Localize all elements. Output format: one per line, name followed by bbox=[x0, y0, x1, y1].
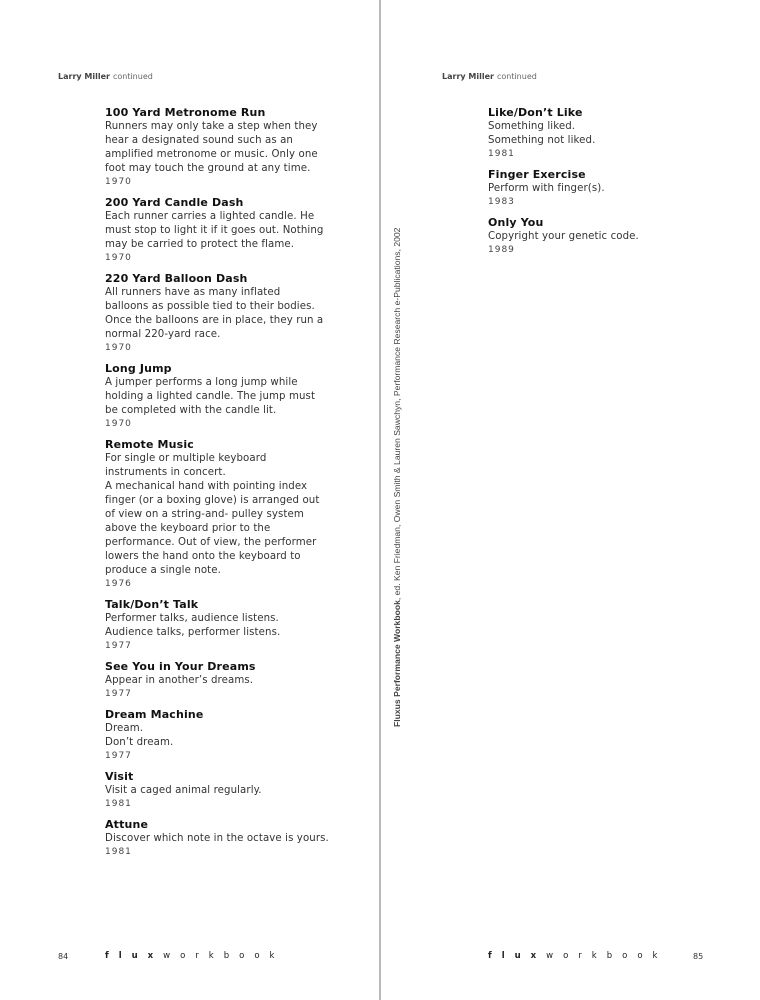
work-entry bbox=[105, 770, 345, 810]
running-head-continued: continued bbox=[112, 72, 153, 81]
entry-year: 1970 bbox=[105, 419, 132, 429]
work-entry bbox=[105, 708, 345, 762]
side-credit-book-title: Fluxus Performance Workbook bbox=[392, 600, 402, 727]
entry-description-line: balloons as possible tied to their bodies. bbox=[105, 301, 315, 312]
running-head-continued: continued bbox=[496, 72, 537, 81]
entry-description bbox=[105, 832, 345, 846]
work-entry bbox=[105, 598, 345, 652]
entry-year: 1989 bbox=[488, 245, 515, 255]
entry-title: See You in Your Dreams bbox=[105, 660, 256, 673]
entry-description-line: amplified metronome or music. Only one bbox=[105, 149, 318, 160]
work-entry bbox=[105, 106, 345, 188]
entry-description bbox=[105, 376, 345, 418]
entry-description-line: may be carried to protect the flame. bbox=[105, 239, 295, 250]
entry-description-line: must stop to light it if it goes out. Nothing bbox=[105, 225, 324, 236]
entry-description-line: normal 220-yard race. bbox=[105, 329, 221, 340]
entry-description-line: lowers the hand onto the keyboard to bbox=[105, 551, 301, 562]
entry-description-line: Audience talks, performer listens. bbox=[105, 627, 281, 638]
entry-description bbox=[105, 210, 345, 252]
work-entry bbox=[105, 272, 345, 354]
right-running-head bbox=[442, 72, 537, 81]
entry-description bbox=[105, 784, 345, 798]
left-page-number: 84 bbox=[58, 952, 69, 961]
entry-description bbox=[488, 182, 728, 196]
footer-logo-workbook: workbook bbox=[163, 951, 285, 961]
entry-year: 1977 bbox=[105, 641, 132, 651]
entry-description-line: Visit a caged animal regularly. bbox=[105, 785, 262, 796]
entry-description-line: Runners may only take a step when they bbox=[105, 121, 318, 132]
running-head-author: Larry Miller bbox=[58, 72, 110, 81]
entry-description-line: performance. Out of view, the performer bbox=[105, 537, 317, 548]
entry-description-line: produce a single note. bbox=[105, 565, 221, 576]
work-entry bbox=[105, 660, 345, 700]
work-entry bbox=[488, 106, 728, 160]
entry-title: Visit bbox=[105, 770, 134, 783]
left-running-head bbox=[58, 72, 153, 81]
entry-description-line: Performer talks, audience listens. bbox=[105, 613, 279, 624]
entry-description-line: foot may touch the ground at any time. bbox=[105, 163, 311, 174]
entry-description-line: of view on a string-and- pulley system bbox=[105, 509, 304, 520]
entry-year: 1983 bbox=[488, 197, 515, 207]
entry-description bbox=[105, 722, 345, 750]
entry-description bbox=[488, 230, 728, 244]
entry-description-line: hear a designated sound such as an bbox=[105, 135, 293, 146]
entry-year: 1981 bbox=[105, 847, 132, 857]
entry-description-line: above the keyboard prior to the bbox=[105, 523, 271, 534]
entry-description-line: A jumper performs a long jump while bbox=[105, 377, 298, 388]
entry-description bbox=[105, 120, 345, 176]
right-page bbox=[381, 0, 760, 1000]
side-credit-details: , ed. Ken Friedman, Owen Smith & Lauren Sawchyn, Performance Research e-Publications, 2002 bbox=[392, 227, 402, 601]
entry-description-line: be completed with the candle lit. bbox=[105, 405, 277, 416]
entry-description-line: Each runner carries a lighted candle. He bbox=[105, 211, 315, 222]
entry-description-line: Once the balloons are in place, they run a bbox=[105, 315, 324, 326]
left-footer-logo bbox=[105, 951, 284, 961]
entry-description bbox=[105, 674, 345, 688]
entry-description bbox=[105, 286, 345, 342]
entry-description-line: A mechanical hand with pointing index bbox=[105, 481, 308, 492]
entry-title: 100 Yard Metronome Run bbox=[105, 106, 266, 119]
entry-year: 1977 bbox=[105, 689, 132, 699]
entry-title: Talk/Don’t Talk bbox=[105, 598, 199, 611]
entry-title: Attune bbox=[105, 818, 149, 831]
footer-logo-flux: flux bbox=[488, 951, 547, 961]
entry-description-line: finger (or a boxing glove) is arranged out bbox=[105, 495, 320, 506]
work-entry bbox=[105, 196, 345, 264]
work-entry bbox=[105, 438, 345, 590]
entry-description bbox=[105, 612, 345, 640]
entry-title: Dream Machine bbox=[105, 708, 204, 721]
entry-description-line: Appear in another’s dreams. bbox=[105, 675, 254, 686]
left-entries-list bbox=[105, 106, 345, 866]
entry-description-line: Copyright your genetic code. bbox=[488, 231, 639, 242]
right-entries-list bbox=[488, 106, 728, 264]
entry-title: Remote Music bbox=[105, 438, 194, 451]
entry-year: 1981 bbox=[105, 799, 132, 809]
entry-description-line: All runners have as many inflated bbox=[105, 287, 281, 298]
entry-description-line: instruments in concert. bbox=[105, 467, 226, 478]
entry-title: Long Jump bbox=[105, 362, 172, 375]
entry-description-line: Something not liked. bbox=[488, 135, 596, 146]
entry-description bbox=[105, 452, 345, 578]
running-head-author: Larry Miller bbox=[442, 72, 494, 81]
work-entry bbox=[105, 362, 345, 430]
entry-year: 1981 bbox=[488, 149, 515, 159]
work-entry bbox=[488, 168, 728, 208]
work-entry bbox=[488, 216, 728, 256]
entry-title: 200 Yard Candle Dash bbox=[105, 196, 244, 209]
entry-description-line: holding a lighted candle. The jump must bbox=[105, 391, 316, 402]
entry-description-line: Don’t dream. bbox=[105, 737, 174, 748]
entry-description bbox=[488, 120, 728, 148]
footer-logo-flux: flux bbox=[105, 951, 164, 961]
entry-description-line: Something liked. bbox=[488, 121, 576, 132]
entry-year: 1976 bbox=[105, 579, 132, 589]
entry-description-line: Discover which note in the octave is yours. bbox=[105, 833, 329, 844]
entry-year: 1970 bbox=[105, 343, 132, 353]
entry-year: 1970 bbox=[105, 177, 132, 187]
work-entry bbox=[105, 818, 345, 858]
entry-title: Finger Exercise bbox=[488, 168, 586, 181]
entry-title: Like/Don’t Like bbox=[488, 106, 583, 119]
entry-description-line: Perform with finger(s). bbox=[488, 183, 605, 194]
entry-year: 1970 bbox=[105, 253, 132, 263]
entry-description-line: For single or multiple keyboard bbox=[105, 453, 267, 464]
entry-title: 220 Yard Balloon Dash bbox=[105, 272, 248, 285]
entry-description-line: Dream. bbox=[105, 723, 144, 734]
entry-year: 1977 bbox=[105, 751, 132, 761]
right-footer-logo bbox=[488, 951, 667, 961]
entry-title: Only You bbox=[488, 216, 544, 229]
footer-logo-workbook: workbook bbox=[546, 951, 668, 961]
left-page bbox=[0, 0, 379, 1000]
right-page-number: 85 bbox=[693, 952, 704, 961]
